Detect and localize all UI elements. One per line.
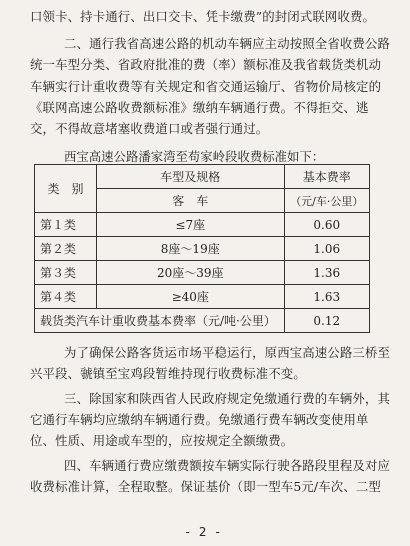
- paragraph-line: 兴平段、虢镇至宝鸡段暂维持现行收费标准不变。: [30, 366, 306, 381]
- paragraph-line: 《联网高速公路收费额标准》缴纳车辆通行费。不得拒交、逃: [30, 100, 369, 115]
- table-header-row: [35, 165, 370, 189]
- toll-rate-table: [34, 164, 370, 333]
- page-number: - 2 -: [184, 524, 222, 539]
- header-rate: 基本费率: [284, 165, 369, 189]
- paragraph-line: 车辆实行计重收费等有关规定和省交通运输厅、省物价局核定的: [30, 79, 382, 94]
- paragraph-line: 统一车型分类、省政府批准的费（率）额标准及我省载货类机动: [30, 57, 382, 72]
- class-cell: 第４类: [35, 285, 97, 309]
- header-model: 车型及规格: [96, 165, 284, 189]
- paragraph-line: 三、除国家和陕西省人民政府规定免缴通行费的车辆外，其: [64, 391, 391, 406]
- rate-cell: 0.60: [284, 213, 369, 237]
- table-row: [35, 285, 370, 309]
- header-sub: 客 车: [96, 189, 284, 213]
- rate-cell: 1.63: [284, 285, 369, 309]
- paragraph-line: 四、车辆通行费应缴费额按车辆实际行驶各路段里程及对应: [64, 458, 391, 473]
- spec-cell: 20座～39座: [96, 261, 284, 285]
- class-cell: 第１类: [35, 213, 97, 237]
- class-cell: 第３类: [35, 261, 97, 285]
- table-row: [35, 237, 370, 261]
- freight-label: 载货类汽车计重收费基本费率（元/吨·公里）: [35, 309, 285, 333]
- freight-rate: 0.12: [284, 309, 369, 333]
- paragraph-line: 收费标准计算，全程取整。保证基价（即一型车5元/车次、二型: [30, 479, 381, 494]
- spec-cell: 8座～19座: [96, 237, 284, 261]
- paragraph-line: 为了确保公路客货运市场平稳运行，原西宝高速公路三桥至: [64, 345, 391, 360]
- spec-cell: ≤7座: [96, 213, 284, 237]
- table-row: [35, 213, 370, 237]
- paragraph-line: 口领卡、持卡通行、出口交卡、凭卡缴费”的封闭式联网收费。: [30, 9, 376, 24]
- paragraph-line: 二、通行我省高速公路的机动车辆应主动按照全省收费公路: [64, 36, 391, 51]
- table-row-freight: [35, 309, 370, 333]
- header-class: 类 别: [35, 165, 97, 213]
- spec-cell: ≥40座: [96, 285, 284, 309]
- rate-cell: 1.06: [284, 237, 369, 261]
- table-caption: 西宝高速公路潘家湾至苟家岭段收费标准如下：: [64, 149, 325, 164]
- paragraph-line: 它通行车辆均应缴纳车辆通行费。免缴通行费车辆改变使用单: [30, 412, 369, 427]
- paragraph-line: 交，不得故意堵塞收费道口或者强行通过。: [30, 121, 269, 136]
- header-unit: （元/车·公里）: [284, 189, 369, 213]
- table-row: [35, 261, 370, 285]
- paragraph-line: 位、性质、用途或车型的，应按规定全额缴费。: [30, 433, 294, 448]
- class-cell: 第２类: [35, 237, 97, 261]
- rate-cell: 1.36: [284, 261, 369, 285]
